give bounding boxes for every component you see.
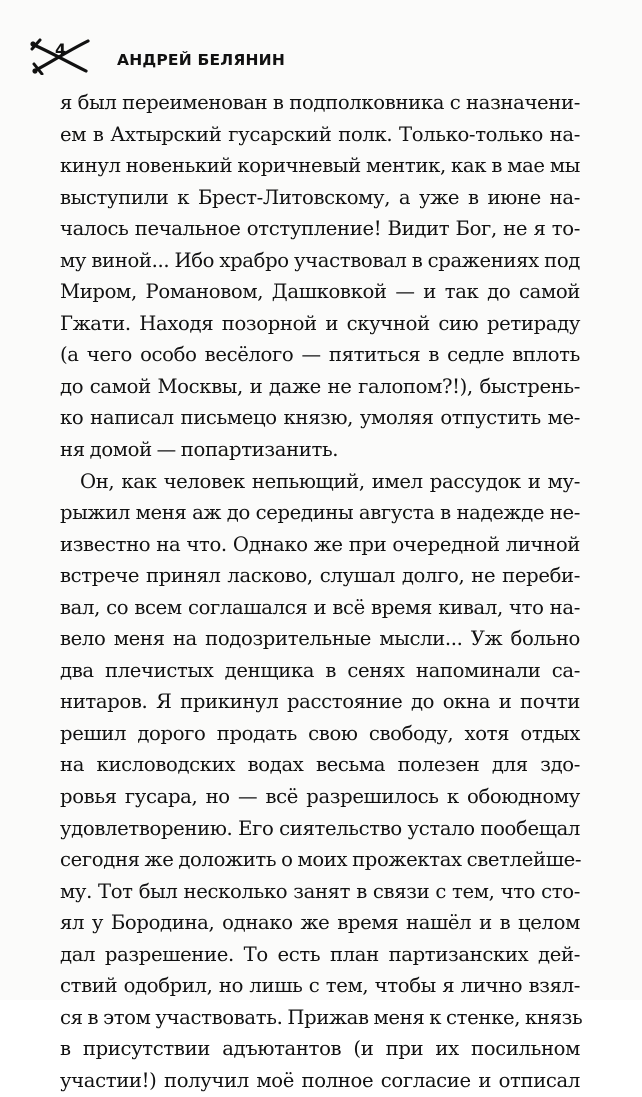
page-number: 4 bbox=[55, 40, 67, 59]
text-line: му. Тот был несколько занят в связи с тем, что сто- bbox=[60, 879, 580, 903]
text-line: ем в Ахтырский гусарский полк. Только-только на- bbox=[60, 122, 580, 146]
text-line: известно на что. Однако же при очередной личной bbox=[60, 532, 580, 556]
text-line: встрече принял ласково, слушал долго, не переби- bbox=[60, 564, 580, 588]
text-line: до самой Москвы, и даже не галопом?!), быстрень- bbox=[60, 374, 580, 398]
text-line: ко написал письмецо князю, умоляя отпустить ме- bbox=[60, 406, 580, 430]
text-line: нитаров. Я прикинул расстояние до окна и почти bbox=[60, 690, 580, 714]
text-line: сегодня же доложить о моих прожектах светлейше- bbox=[60, 848, 582, 872]
text-line: ня домой — попартизанить. bbox=[60, 438, 339, 462]
text-line: рыжил меня аж до середины августа в надежде не- bbox=[60, 501, 580, 525]
text-line: в присутствии адъютантов (и при их посильном bbox=[60, 1037, 580, 1061]
text-line: ял у Бородина, однако же время нашёл и в целом bbox=[60, 911, 580, 935]
text-line: му виной... Ибо храбро участвовал в сражениях под bbox=[60, 248, 580, 272]
text-line: ствий одобрил, но лишь с тем, чтобы я лично взял- bbox=[60, 974, 580, 998]
text-line: вал, со всем соглашался и всё время кивал, что на- bbox=[60, 595, 580, 619]
text-line: на кисловодских водах весьма полезен для здо- bbox=[60, 753, 580, 777]
text-line: (а чего особо весёлого — пятиться в седле вплоть bbox=[60, 343, 580, 367]
text-line: Гжати. Находя позорной и скучной сию ретираду bbox=[60, 311, 580, 335]
text-line: дал разрешение. То есть план партизанских дей- bbox=[60, 942, 580, 966]
running-header-author: АНДРЕЙ БЕЛЯНИН bbox=[117, 51, 286, 69]
text-line: два плечистых денщика в сенях напоминали са- bbox=[60, 658, 580, 682]
text-line: я был переименован в подполковника с назначени- bbox=[60, 91, 580, 114]
text-line: удовлетворению. Его сиятельство устало пообещал bbox=[60, 816, 580, 840]
text-line: вело меня на подозрительные мысли... Уж больно bbox=[60, 627, 580, 651]
text-line: решил дорого продать свою свободу, хотя отдых bbox=[60, 721, 580, 745]
text-line: Миром, Романовом, Дашковкой — и так до самой bbox=[60, 280, 580, 304]
text-line: чалось печальное отступление! Видит Бог, не я то- bbox=[60, 217, 580, 241]
text-line: кинул новенький коричневый ментик, как в мае мы bbox=[60, 154, 580, 178]
text-line: Он, как человек непьющий, имел рассудок и му- bbox=[80, 469, 580, 493]
body-text bbox=[60, 87, 583, 1097]
text-line: ровья гусара, но — всё разрешилось к обоюдному bbox=[60, 785, 580, 809]
text-line: участии!) получил моё полное согласие и отписал bbox=[60, 1068, 580, 1092]
text-line: выступили к Брест-Литовскому, а уже в июне на- bbox=[60, 185, 580, 209]
text-line: ся в этом участвовать. Прижав меня к стенке, князь bbox=[60, 1005, 583, 1029]
